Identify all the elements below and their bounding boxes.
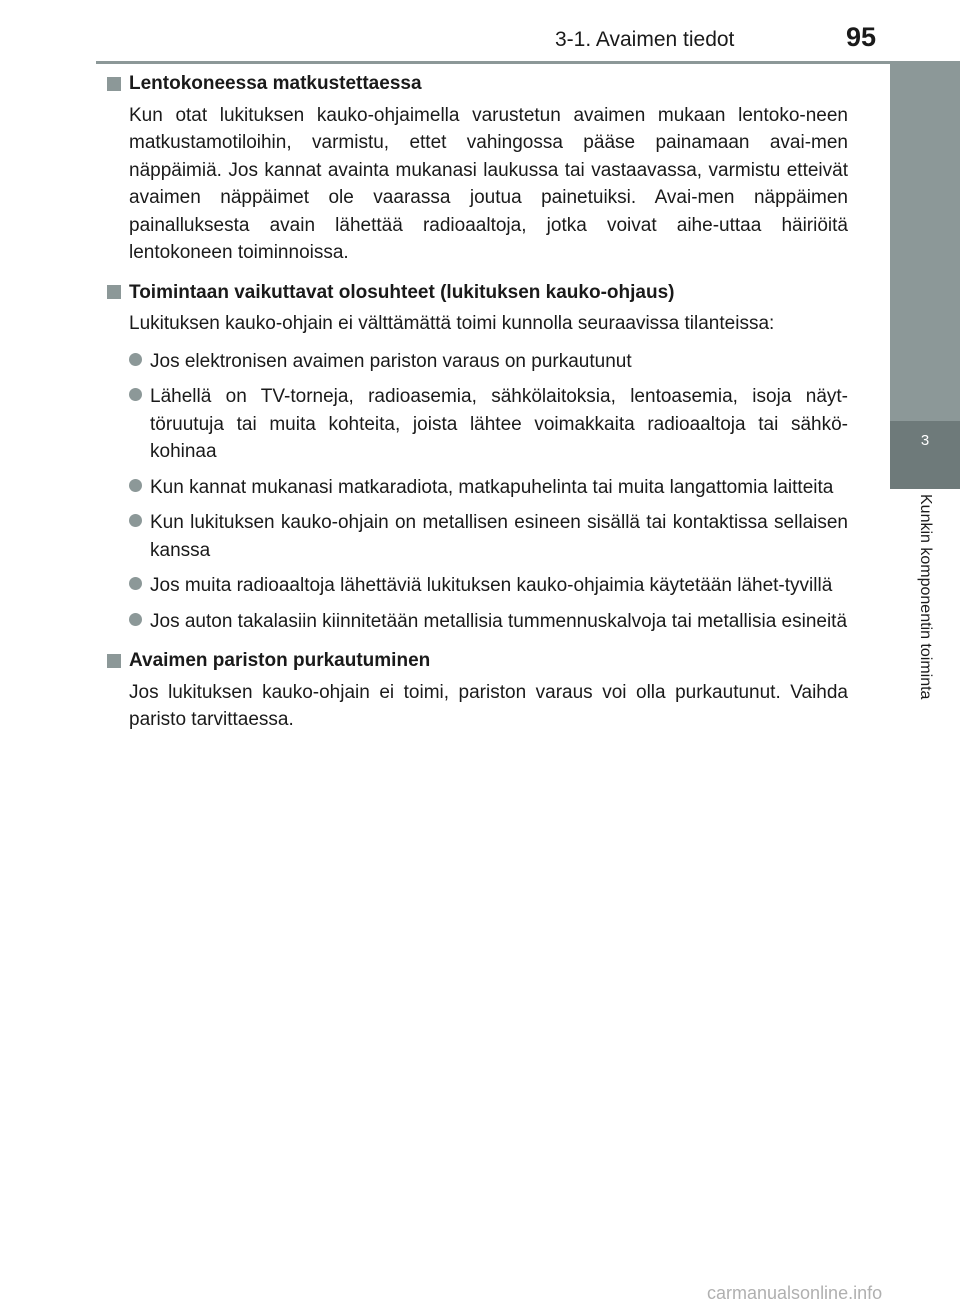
bullet-list <box>129 348 848 636</box>
paragraph: Kun otat lukituksen kauko-ohjaimella varustetun avaimen mukaan lentoko-neen matkustamotiloihin, varmistu, ettet vahingossa pääse painamaan avai-men näppäimiä. Jos kannat avainta mukanasi laukussa tai vastaavassa, varmistu etteivät avaimen näppäimet ole vaarassa joutua painetuiksi. Avai-men näppäimen painalluksesta avain lähettää radioaaltoja, jotka voivat aihe-uttaa häiriöitä lentokoneen toiminnoissa. <box>129 104 848 263</box>
paragraph: Lukituksen kauko-ohjain ei välttämättä toimi kunnolla seuraavissa tilanteissa: <box>129 313 775 334</box>
circle-bullet-icon <box>129 353 142 366</box>
main-content <box>107 70 848 746</box>
square-bullet-icon <box>107 654 121 668</box>
section-heading <box>107 647 848 675</box>
list-item <box>129 383 848 466</box>
watermark: carmanualsonline.info <box>707 1283 883 1303</box>
list-item <box>129 348 848 376</box>
list-item <box>129 474 848 502</box>
list-item-text: Lähellä on TV-torneja, radioasemia, sähkölaitoksia, lentoasemia, isoja näyt-töruutuja tai muita kohteita, joista lähtee voimakkaita radioaaltoja tai sähkö-kohinaa <box>150 386 848 462</box>
list-item-text: Kun kannat mukanasi matkaradiota, matkapuhelinta tai muita langattomia laitteita <box>150 476 834 498</box>
circle-bullet-icon <box>129 613 142 626</box>
section-heading <box>107 279 848 307</box>
circle-bullet-icon <box>129 388 142 401</box>
list-item-text: Kun lukituksen kauko-ohjain on metallisen esineen sisällä tai kontaktissa sellaisen kanssa <box>150 512 848 561</box>
square-bullet-icon <box>107 77 121 91</box>
list-item-text: Jos elektronisen avaimen pariston varaus on purkautunut <box>150 350 632 372</box>
section-title: 3-1. Avaimen tiedot <box>555 28 735 51</box>
list-item-text: Jos muita radioaaltoja lähettäviä lukituksen kauko-ohjaimia käytetään lähet-tyvillä <box>150 575 833 596</box>
circle-bullet-icon <box>129 514 142 527</box>
header-rule <box>96 61 960 64</box>
chapter-number-tab: 3 <box>890 421 960 489</box>
side-tab-bar <box>890 64 960 421</box>
section-heading <box>107 70 848 98</box>
chapter-title: Kunkin komponentin toiminta <box>917 494 934 700</box>
heading-text: Lentokoneessa matkustettaessa <box>129 73 422 94</box>
square-bullet-icon <box>107 285 121 299</box>
page-number: 95 <box>846 22 877 52</box>
circle-bullet-icon <box>129 577 142 590</box>
heading-text: Toimintaan vaikuttavat olosuhteet (lukituksen kauko-ohjaus) <box>129 281 675 303</box>
circle-bullet-icon <box>129 479 142 492</box>
list-item <box>129 509 848 564</box>
page-header <box>0 0 960 60</box>
paragraph: Jos lukituksen kauko-ohjain ei toimi, pariston varaus voi olla purkautunut. Vaihda paristo tarvittaessa. <box>129 681 848 730</box>
heading-text: Avaimen pariston purkautuminen <box>129 650 431 671</box>
list-item-text: Jos auton takalasiin kiinnitetään metallisia tummennuskalvoja tai metallisia esineitä <box>150 610 848 632</box>
list-item <box>129 608 848 636</box>
list-item <box>129 572 848 600</box>
